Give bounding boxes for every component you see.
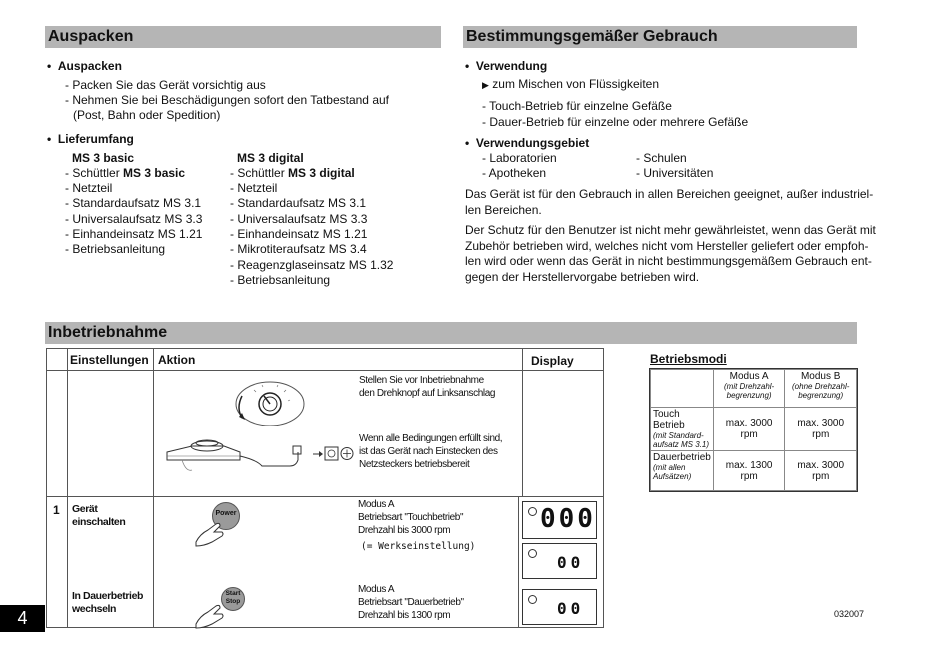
digital-item-device: [230, 166, 355, 182]
basic-item-device: [65, 166, 185, 182]
row2-sub: Aufsätzen): [653, 472, 692, 481]
col-b-title: Modus B: [800, 371, 841, 382]
para2-line: len wird oder wenn das Gerät in nicht bestimmungsgemäßem Gebrauch ent-: [465, 254, 872, 268]
step1-text-line: Modus A: [358, 499, 395, 510]
power-button-label: Power: [215, 510, 237, 517]
para1-line: Das Gerät ist für den Gebrauch in allen Bereichen geeignet, außer industriel-: [465, 187, 874, 201]
modi-cell: max. 1300 rpm: [713, 451, 785, 491]
table-divider: [153, 348, 154, 628]
use-line: - Dauer-Betrieb für einzelne oder mehrere Gefäße: [482, 115, 749, 129]
col-b-sub: (ohne Drehzahl-: [792, 382, 850, 391]
display-digits: 00: [557, 599, 585, 618]
bullet-label: Verwendungsgebiet: [475, 136, 590, 150]
step-number: 1: [53, 503, 60, 517]
modi-title: Betriebsmodi: [650, 352, 727, 366]
bullet-verwendungsgebiet: • Verwendungsgebiet: [465, 136, 590, 150]
item-prefix: - Schüttler: [230, 166, 289, 180]
table-divider: [522, 348, 523, 496]
indicator-led-icon: [528, 549, 537, 558]
step1-text-line: Betriebsart "Touchbetrieb": [358, 512, 464, 523]
digital-title: MS 3 digital: [237, 151, 304, 165]
step2-label-line: wechseln: [72, 603, 117, 615]
basic-item: - Standardaufsatz MS 3.1: [65, 196, 202, 210]
indicator-led-icon: [528, 507, 537, 516]
start-label: Start: [225, 590, 241, 597]
bullet-label: Lieferumfang: [57, 132, 134, 146]
section-header-auspacken: Auspacken: [45, 26, 441, 48]
unpack-line: (Post, Bahn oder Spedition): [73, 108, 221, 122]
modi-cell: max. 3000 rpm: [785, 451, 857, 491]
table-divider: [518, 496, 519, 628]
modi-cell: max. 3000 rpm: [713, 408, 785, 451]
row1-title: Touch Betrieb: [653, 409, 685, 431]
col-header-display: Display: [531, 354, 574, 368]
plug-socket-icon: [301, 444, 359, 464]
para1-line: len Bereichen.: [465, 203, 542, 217]
area-item: - Apotheken: [482, 166, 547, 180]
digital-item: - Mikrotiteraufsatz MS 3.4: [230, 242, 367, 256]
unpack-line: - Packen Sie das Gerät vorsichtig aus: [65, 78, 266, 92]
unpack-line: - Nehmen Sie bei Beschädigungen sofort den Tatbestand auf: [65, 93, 389, 107]
section-header-bestimmung: Bestimmungsgemäßer Gebrauch: [463, 26, 857, 48]
modi-table: [650, 369, 857, 491]
step2-label-line: In Dauerbetrieb: [72, 590, 144, 602]
digital-item: - Universalaufsatz MS 3.3: [230, 212, 368, 226]
use-line: - Touch-Betrieb für einzelne Gefäße: [482, 99, 672, 113]
step2-text-line: Betriebsart "Dauerbetrieb": [358, 597, 464, 608]
item-prefix: - Schüttler: [65, 166, 124, 180]
step1-label-line: einschalten: [72, 516, 126, 528]
bullet-label: Auspacken: [57, 59, 122, 73]
para2-line: gegen der Herstellervorgabe betrieben wird.: [465, 270, 700, 284]
note2-line: Netzsteckers betriebsbereit: [359, 459, 470, 470]
bullet-label: Verwendung: [475, 59, 548, 73]
col-a-sub: begrenzung): [726, 391, 772, 400]
doc-code: 032007: [834, 609, 865, 619]
para2-line: Zubehör betrieben wird, welches nicht vom Hersteller geliefert oder empfoh-: [465, 239, 869, 253]
row1-sub: aufsatz MS 3.1): [653, 440, 710, 449]
modi-col-b: [785, 370, 857, 408]
modi-col-a: [713, 370, 785, 408]
display-panel-3: [522, 589, 597, 625]
item-name: MS 3 digital: [288, 166, 355, 180]
col-a-title: Modus A: [729, 371, 769, 382]
step2-text-line: Modus A: [358, 584, 395, 595]
basic-title: MS 3 basic: [72, 151, 135, 165]
page-number: 4: [0, 605, 45, 632]
item-name: MS 3 basic: [123, 166, 186, 180]
knob-illustration: [232, 376, 308, 426]
display-digits: 000: [540, 504, 596, 534]
use-main: [482, 77, 659, 94]
step1-label-line: Gerät: [72, 503, 98, 515]
bullet-auspacken: • Auspacken: [47, 59, 122, 73]
modi-cell: max. 3000 rpm: [785, 408, 857, 451]
basic-item: - Netzteil: [65, 181, 113, 195]
area-item: - Laboratorien: [482, 151, 557, 165]
modi-corner-cell: [651, 370, 714, 408]
bullet-verwendung: • Verwendung: [465, 59, 548, 73]
step2-text-line: Drehzahl bis 1300 rpm: [358, 610, 451, 621]
modi-row-touch: [651, 408, 714, 451]
table-divider: [46, 496, 604, 497]
section-header-inbetriebnahme: Inbetriebnahme: [45, 322, 857, 344]
area-item: - Schulen: [636, 151, 687, 165]
col-b-sub: begrenzung): [798, 391, 844, 400]
table-divider: [46, 370, 604, 371]
pressing-hand-icon: [194, 600, 234, 630]
note1-line: den Drehknopf auf Linksanschlag: [359, 388, 496, 399]
note2-line: Wenn alle Bedingungen erfüllt sind,: [359, 433, 503, 444]
modi-row-dauer: [651, 451, 714, 491]
note1-line: Stellen Sie vor Inbetriebnahme: [359, 375, 484, 386]
stop-label: Stop: [225, 598, 241, 605]
step1-note: (= Werkseinstellung): [361, 541, 476, 552]
modi-table-frame: [649, 368, 858, 492]
col-header-action: Aktion: [158, 353, 196, 367]
display-panel-1: [522, 501, 597, 539]
step1-text-line: Drehzahl bis 3000 rpm: [358, 525, 451, 536]
row2-sub: (mit allen: [653, 463, 686, 472]
digital-item: - Reagenzglaseinsatz MS 1.32: [230, 258, 394, 272]
digital-item: - Betriebsanleitung: [230, 273, 331, 287]
table-divider: [67, 348, 68, 628]
use-main-text: zum Mischen von Flüssigkeiten: [492, 77, 659, 91]
digital-item: - Standardaufsatz MS 3.1: [230, 196, 367, 210]
display-panel-2: [522, 543, 597, 579]
basic-item: - Betriebsanleitung: [65, 242, 166, 256]
digital-item: - Netzteil: [230, 181, 278, 195]
col-a-sub: (mit Drehzahl-: [723, 382, 775, 391]
area-item: - Universitäten: [636, 166, 714, 180]
note2-line: ist das Gerät nach Einstecken des: [359, 446, 498, 457]
arrow-right-icon: ▶: [482, 80, 489, 90]
basic-item: - Einhandeinsatz MS 1.21: [65, 227, 203, 241]
row1-sub: (mit Standard-: [653, 431, 704, 440]
display-digits: 00: [557, 553, 585, 572]
pressing-hand-icon: [194, 518, 234, 548]
row2-title: Dauerbetrieb: [653, 452, 711, 463]
indicator-led-icon: [528, 595, 537, 604]
basic-item: - Universalaufsatz MS 3.3: [65, 212, 203, 226]
para2-line: Der Schutz für den Benutzer ist nicht mehr gewährleistet, wenn das Gerät mit: [465, 223, 876, 237]
digital-item: - Einhandeinsatz MS 1.21: [230, 227, 368, 241]
bullet-lieferumfang: • Lieferumfang: [47, 132, 134, 146]
col-header-settings: Einstellungen: [70, 353, 149, 367]
